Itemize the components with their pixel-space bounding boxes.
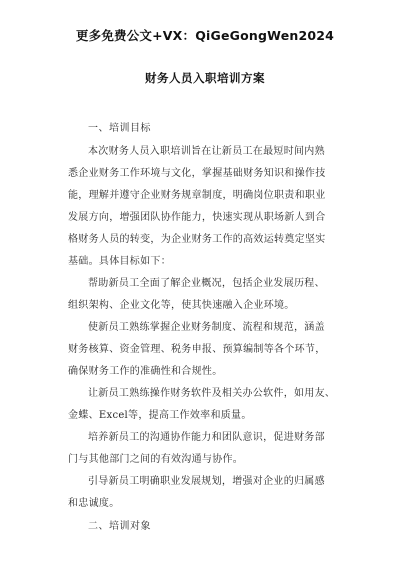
paragraph-goal-4 [68,427,358,471]
paragraph-line: 使新员工熟练掌握企业财务制度、流程和规范，涵盖 [88,322,325,333]
paragraph-line: 金蝶、Excel等，提高工作效率和质量。 [68,410,252,421]
paragraph-line: 本次财务人员入职培训旨在让新员工在最短时间内熟 [88,146,325,157]
paragraph-line: 基础。具体目标如下： [68,256,171,267]
paragraph-line: 帮助新员工全面了解企业概况，包括企业发展历程、 [88,278,325,289]
paragraph-goal-3 [68,383,358,427]
paragraph-line: 和忠诚度。 [68,498,120,509]
paragraph-line: 门与其他部门之间的有效沟通与协作。 [68,454,244,465]
document-title: 财务人员入职培训方案 [145,71,265,85]
paragraph-line: 培养新员工的沟通协作能力和团队意识，促进财务部 [88,432,325,443]
promo-banner: 更多免费公文+VX：QiGeGongWen2024 [75,28,335,43]
paragraph-line: 组织架构、企业文化等，使其快速融入企业环境。 [68,300,295,311]
section-heading-audience: 二、培训对象 [88,521,151,532]
section-heading-goals: 一、培训目标 [88,123,151,134]
paragraph-line: 确保财务工作的准确性和合规性。 [68,366,223,377]
paragraph-line: 能，理解并遵守企业财务规章制度，明确岗位职责和职业 [68,190,326,201]
paragraph-line: 格财务人员的转变，为企业财务工作的高效运转奠定坚实 [68,234,326,245]
paragraph-goal-5 [68,471,358,515]
paragraph-line: 发展方向，增强团队协作能力，快速实现从职场新人到合 [68,212,326,223]
paragraph-line: 悉企业财务工作环境与文化，掌握基础财务知识和操作技 [68,168,326,179]
paragraph-line: 财务核算、资金管理、税务申报、预算编制等各个环节， [68,344,326,355]
paragraph-goal-2 [68,317,358,383]
paragraph-intro [68,141,358,273]
paragraph-line: 引导新员工明确职业发展规划，增强对企业的归属感 [88,476,325,487]
paragraph-line: 让新员工熟练操作财务软件及相关办公软件，如用友、 [88,388,336,399]
paragraph-goal-1 [68,273,358,317]
